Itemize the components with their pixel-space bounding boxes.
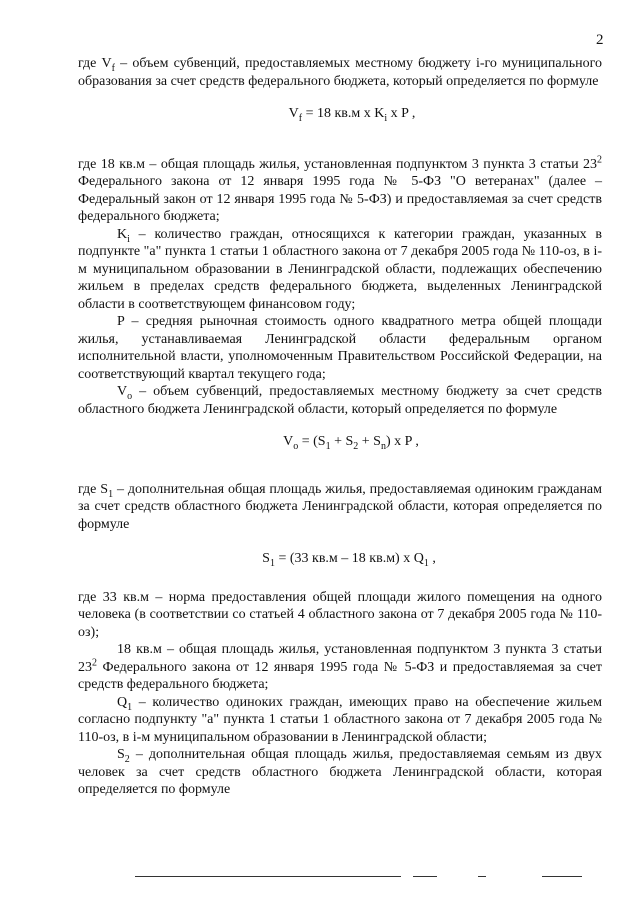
- formula-text: V: [283, 434, 294, 449]
- formula-text: + S: [330, 434, 354, 449]
- formula-text: V: [288, 106, 299, 121]
- formula-text: х P ,: [387, 106, 416, 121]
- formula-text: = (S: [298, 434, 326, 449]
- subscript: i: [127, 233, 130, 245]
- subscript: i: [384, 112, 388, 124]
- formula-text: ) х P ,: [385, 434, 419, 449]
- footer-rule: [478, 876, 486, 877]
- paragraph-s1-definition: [78, 481, 602, 534]
- text: – количество граждан, относящихся к категории граждан, указанных в подпункте "а" пункта 1 статьи 1 областного закона от 7 декабря 2005 года № 110-оз, в i-м муниципальном образовании в Ленинградской области, подлежащих обеспечению жильем в пределах средств федерального бюджета, выделенных Ленинградской области в соответствующем финансовом году;: [78, 226, 602, 312]
- text: Q: [117, 694, 128, 710]
- text: S: [117, 747, 125, 762]
- formula-text: + S: [358, 434, 381, 449]
- text: – объем субвенций, предоставляемых местному бюджету за счет средств областного бюджета Ленинградской области, который определяется по формуле: [78, 384, 602, 417]
- footer-rule: [413, 876, 437, 877]
- paragraph-vf-definition: [78, 55, 602, 90]
- footer-rule: [135, 876, 401, 877]
- superscript: 2: [92, 656, 97, 668]
- text: K: [117, 226, 128, 242]
- formula-vf: [78, 105, 602, 123]
- formula-text: = 18 кв.м х K: [302, 106, 385, 121]
- subscript: 2: [353, 440, 359, 452]
- text: где V: [78, 56, 112, 71]
- subscript: 1: [108, 488, 114, 500]
- text: – дополнительная общая площадь жилья, предоставляемая семьям из двух человек за счет средств областного бюджета Ленинградской области, которая определяется по формуле: [78, 747, 602, 797]
- subscript: f: [111, 62, 116, 74]
- paragraph-ki-definition: [78, 226, 602, 314]
- text: – количество одиноких граждан, имеющих право на обеспечение жильем согласно подпункту "а" пункта 1 статьи 1 областного закона от 7 декабря 2005 года № 110-оз, в i-м муниципальном образовании в Ленинградской области;: [78, 694, 602, 745]
- superscript: 2: [597, 153, 602, 165]
- formula-vo: [78, 433, 602, 451]
- subscript: 1: [325, 440, 331, 452]
- paragraph-18m-definition: [78, 153, 602, 226]
- text: – объем субвенций, предоставляемых местному бюджету i-го муниципального образования за счет средств федерального бюджета, который определяется по формуле: [78, 56, 602, 89]
- subscript: 1: [269, 557, 275, 569]
- formula-text: S: [262, 551, 270, 566]
- subscript: 2: [124, 753, 130, 765]
- text: где 18 кв.м – общая площадь жилья, установленная подпунктом 3 пункта 3 статьи 23: [78, 156, 597, 172]
- paragraph-p-definition: P – средняя рыночная стоимость одного квадратного метра общей площади жилья, устанавливаемая Ленинградской области федеральным органом исполнительной власти, уполномоченным Правительством Российской Федерации, на соответствующий квартал текущего года;: [78, 314, 602, 382]
- text: Федерального закона от 12 января 1995 года № 5-ФЗ "О ветеранах" (далее – Федеральный закон от 12 января 1995 года № 5-ФЗ) и предоставляемая за счет средств федерального бюджета;: [78, 174, 602, 224]
- subscript: f: [298, 112, 303, 124]
- text: V: [117, 384, 128, 399]
- subscript: 1: [127, 701, 133, 713]
- paragraph-18m-federal: [78, 641, 602, 694]
- text: Федерального закона от 12 января 1995 года № 5-ФЗ и предоставляемая за счет средств федерального бюджета;: [78, 659, 602, 692]
- paragraph-vo-definition: [78, 383, 602, 418]
- subscript: n: [380, 440, 386, 452]
- formula-text: ,: [428, 551, 436, 566]
- page-number: 2: [596, 32, 604, 48]
- document-body: [78, 55, 602, 799]
- paragraph-33m-definition: где 33 кв.м – норма предоставления общей площади жилого помещения на одного человека (в соответствии со статьей 4 областного закона от 7 декабря 2005 года № 110-оз);: [78, 589, 602, 640]
- text: – дополнительная общая площадь жилья, предоставляемая одиноким гражданам за счет средств областного бюджета Ленинградской области, которая определяется по формуле: [78, 481, 603, 532]
- text: 18 кв.м – общая площадь жилья, установленная подпунктом 3 пункта 3 статьи 23: [78, 642, 602, 675]
- text: где S: [78, 481, 109, 497]
- paragraph-s2-definition: [78, 746, 602, 799]
- subscript: o: [293, 440, 299, 452]
- subscript: o: [127, 390, 133, 402]
- footer-rule: [542, 876, 582, 877]
- subscript: 1: [423, 557, 429, 569]
- formula-text: = (33 кв.м – 18 кв.м) х Q: [274, 551, 424, 566]
- paragraph-q1-definition: [78, 694, 602, 747]
- formula-s1: [78, 550, 602, 568]
